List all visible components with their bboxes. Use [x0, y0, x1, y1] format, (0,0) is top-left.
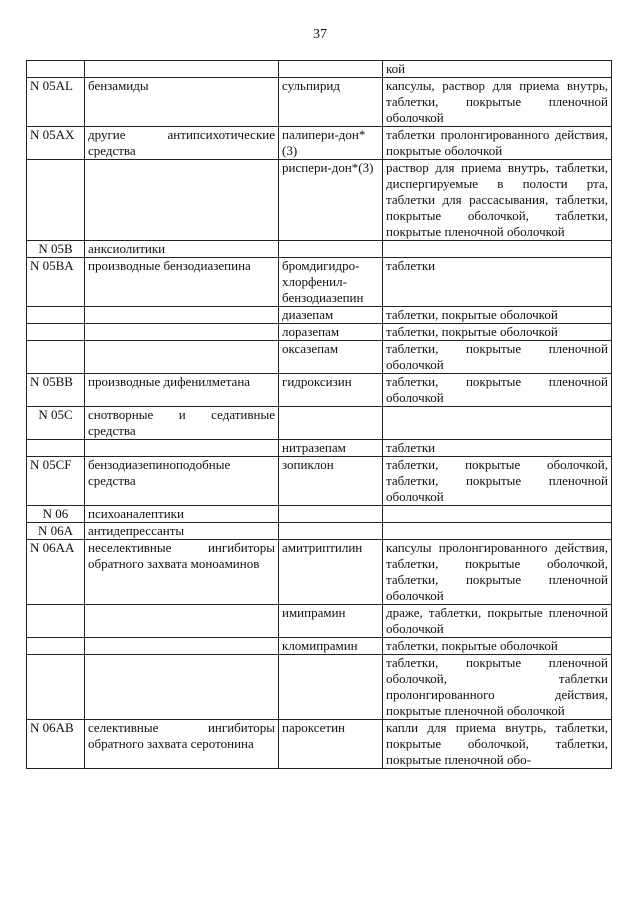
drug-table	[26, 60, 612, 769]
dosage-form-cell: раствор для приема внутрь, таблетки, диспергируемые в полости рта, таблетки для рассасывания, таблетки, покрытые оболочкой, таблетки, покрытые пленочной оболочкой	[383, 160, 612, 241]
drug-name-cell	[279, 407, 383, 440]
group-name-cell: бензодиазепиноподобные средства	[85, 457, 279, 506]
dosage-form-cell: таблетки	[383, 258, 612, 307]
drug-name-cell: зопиклон	[279, 457, 383, 506]
drug-name-cell: палипери-дон*(3)	[279, 127, 383, 160]
atc-code-cell: N 05BB	[27, 374, 85, 407]
table-body	[27, 61, 612, 769]
drug-name-cell: имипрамин	[279, 605, 383, 638]
group-name-cell: психоаналептики	[85, 506, 279, 523]
group-name-cell	[85, 307, 279, 324]
table-row	[27, 457, 612, 506]
atc-code-cell: N 05C	[27, 407, 85, 440]
drug-name-cell: лоразепам	[279, 324, 383, 341]
table-row	[27, 605, 612, 638]
table-row	[27, 307, 612, 324]
table-row	[27, 638, 612, 655]
table-row	[27, 61, 612, 78]
group-name-cell: снотворные и седативные средства	[85, 407, 279, 440]
drug-name-cell	[279, 655, 383, 720]
atc-code-cell: N 06AA	[27, 540, 85, 605]
table-row	[27, 655, 612, 720]
atc-code-cell	[27, 605, 85, 638]
drug-name-cell	[279, 523, 383, 540]
dosage-form-cell	[383, 506, 612, 523]
drug-name-cell: амитриптилин	[279, 540, 383, 605]
table-row	[27, 506, 612, 523]
drug-name-cell	[279, 241, 383, 258]
table-row	[27, 241, 612, 258]
group-name-cell	[85, 440, 279, 457]
table-row	[27, 324, 612, 341]
atc-code-cell: N 05BA	[27, 258, 85, 307]
atc-code-cell	[27, 440, 85, 457]
drug-name-cell: гидроксизин	[279, 374, 383, 407]
drug-name-cell	[279, 61, 383, 78]
table-row	[27, 720, 612, 769]
dosage-form-cell: капсулы, раствор для приема внутрь, таблетки, покрытые пленочной оболочкой	[383, 78, 612, 127]
dosage-form-cell: таблетки, покрытые пленочной оболочкой	[383, 341, 612, 374]
drug-name-cell: сульпирид	[279, 78, 383, 127]
atc-code-cell: N 05AL	[27, 78, 85, 127]
group-name-cell: другие антипсихотические средства	[85, 127, 279, 160]
group-name-cell: производные бензодиазепина	[85, 258, 279, 307]
atc-code-cell: N 06AB	[27, 720, 85, 769]
dosage-form-cell: таблетки пролонгированного действия, покрытые оболочкой	[383, 127, 612, 160]
atc-code-cell	[27, 638, 85, 655]
dosage-form-cell	[383, 523, 612, 540]
group-name-cell	[85, 341, 279, 374]
atc-code-cell	[27, 341, 85, 374]
table-row	[27, 540, 612, 605]
page-number: 37	[313, 27, 327, 42]
group-name-cell: селективные ингибиторы обратного захвата серотонина	[85, 720, 279, 769]
drug-name-cell: бромдигидро-хлорфенил-бензодиазепин	[279, 258, 383, 307]
dosage-form-cell: капсулы пролонгированного действия, таблетки, покрытые оболочкой, таблетки, покрытые пленочной оболочкой	[383, 540, 612, 605]
group-name-cell: неселективные ингибиторы обратного захвата моноаминов	[85, 540, 279, 605]
table-row	[27, 258, 612, 307]
group-name-cell	[85, 655, 279, 720]
group-name-cell	[85, 605, 279, 638]
atc-code-cell: N 06A	[27, 523, 85, 540]
group-name-cell: бензамиды	[85, 78, 279, 127]
group-name-cell: производные дифенилметана	[85, 374, 279, 407]
dosage-form-cell: таблетки, покрытые оболочкой	[383, 638, 612, 655]
drug-name-cell: диазепам	[279, 307, 383, 324]
atc-code-cell: N 06	[27, 506, 85, 523]
dosage-form-cell: капли для приема внутрь, таблетки, покрытые оболочкой, таблетки, покрытые пленочной обо-	[383, 720, 612, 769]
dosage-form-cell	[383, 241, 612, 258]
dosage-form-cell: драже, таблетки, покрытые пленочной оболочкой	[383, 605, 612, 638]
dosage-form-cell	[383, 407, 612, 440]
dosage-form-cell: таблетки, покрытые оболочкой	[383, 324, 612, 341]
drug-name-cell: риспери-дон*(3)	[279, 160, 383, 241]
atc-code-cell	[27, 324, 85, 341]
table-row	[27, 440, 612, 457]
drug-name-cell: оксазепам	[279, 341, 383, 374]
table-row	[27, 127, 612, 160]
drug-name-cell: пароксетин	[279, 720, 383, 769]
group-name-cell: анксиолитики	[85, 241, 279, 258]
dosage-form-cell: таблетки, покрытые оболочкой, таблетки, покрытые пленочной оболочкой	[383, 457, 612, 506]
dosage-form-cell: таблетки	[383, 440, 612, 457]
drug-name-cell: кломипрамин	[279, 638, 383, 655]
atc-code-cell: N 05B	[27, 241, 85, 258]
atc-code-cell	[27, 61, 85, 78]
atc-code-cell: N 05CF	[27, 457, 85, 506]
table-row	[27, 523, 612, 540]
drug-name-cell	[279, 506, 383, 523]
table-row	[27, 78, 612, 127]
drug-name-cell: нитразепам	[279, 440, 383, 457]
dosage-form-cell: кой	[383, 61, 612, 78]
dosage-form-cell: таблетки, покрытые пленочной оболочкой	[383, 374, 612, 407]
group-name-cell	[85, 324, 279, 341]
dosage-form-cell: таблетки, покрытые оболочкой	[383, 307, 612, 324]
atc-code-cell	[27, 307, 85, 324]
group-name-cell: антидепрессанты	[85, 523, 279, 540]
table-row	[27, 374, 612, 407]
table-row	[27, 341, 612, 374]
group-name-cell	[85, 638, 279, 655]
table-row	[27, 407, 612, 440]
atc-code-cell: N 05AX	[27, 127, 85, 160]
group-name-cell	[85, 160, 279, 241]
atc-code-cell	[27, 655, 85, 720]
group-name-cell	[85, 61, 279, 78]
table-row	[27, 160, 612, 241]
dosage-form-cell: таблетки, покрытые пленочной оболочкой, таблетки пролонгированного действия, покрытые пленочной оболочкой	[383, 655, 612, 720]
atc-code-cell	[27, 160, 85, 241]
